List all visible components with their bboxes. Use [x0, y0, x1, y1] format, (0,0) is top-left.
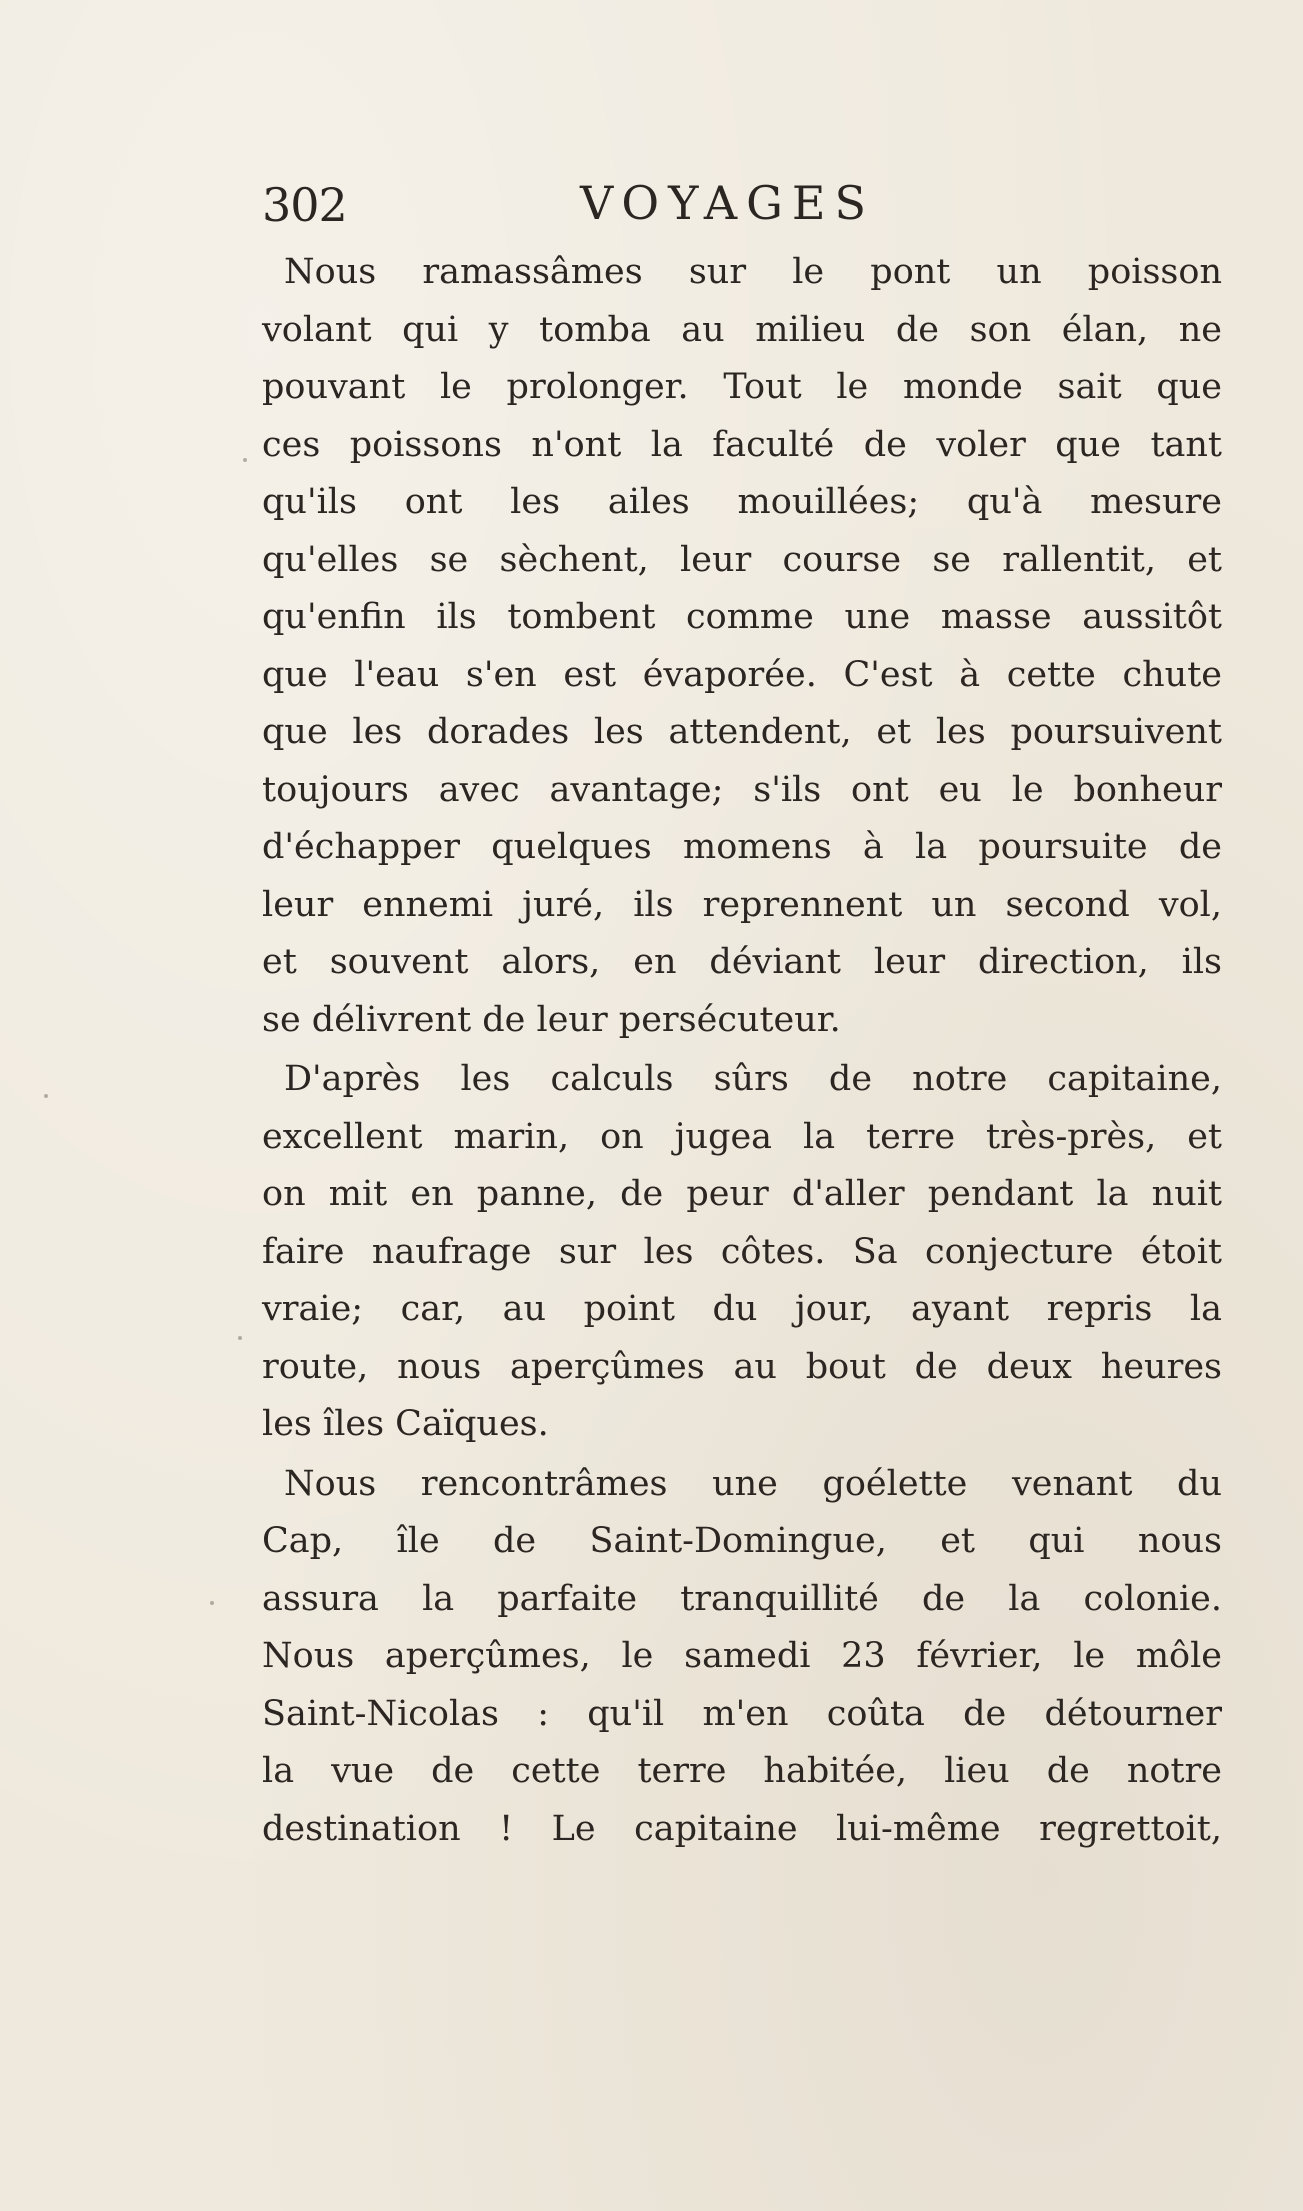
text-line: destination ! Le capitaine lui-même regrettoit,: [262, 1808, 1222, 1849]
text-line: on mit en panne, de peur d'aller pendant la nuit: [262, 1174, 1222, 1214]
body-text: [262, 244, 1222, 1858]
paragraph-3: [262, 1456, 1222, 1859]
text-line: assura la parfaite tranquillité de la colonie.: [262, 1578, 1222, 1619]
text-line: se délivrent de leur persécuteur.: [262, 999, 841, 1040]
text-line: pouvant le prolonger. Tout le monde sait que: [262, 367, 1222, 407]
text-line: d'échapper quelques momens à la poursuite de: [262, 827, 1222, 867]
paper-speck: [238, 1336, 242, 1340]
text-line: que l'eau s'en est évaporée. C'est à cette chute: [262, 654, 1222, 695]
text-line: vraie; car, au point du jour, ayant repris la: [262, 1289, 1222, 1329]
text-line: volant qui y tomba au milieu de son élan, ne: [262, 309, 1222, 350]
text-line: Saint-Nicolas : qu'il m'en coûta de détourner: [262, 1693, 1222, 1734]
paper-speck: [44, 1094, 48, 1098]
text-line: ces poissons n'ont la faculté de voler que tant: [262, 424, 1222, 465]
text-line: Nous ramassâmes sur le pont un poisson: [284, 252, 1222, 292]
text-line: excellent marin, on jugea la terre très-près, et: [262, 1116, 1222, 1157]
text-line: la vue de cette terre habitée, lieu de notre: [262, 1751, 1222, 1791]
text-line: qu'enfin ils tombent comme une masse aussitôt: [262, 597, 1222, 637]
paper-speck: [210, 1601, 214, 1605]
text-line: faire naufrage sur les côtes. Sa conjecture étoit: [262, 1231, 1222, 1272]
page-header: [262, 170, 1222, 240]
text-line: et souvent alors, en déviant leur direction, ils: [262, 942, 1222, 982]
paragraph-2: [262, 1051, 1222, 1454]
text-line: Cap, île de Saint-Domingue, et qui nous: [262, 1521, 1222, 1561]
text-line: que les dorades les attendent, et les poursuivent: [262, 712, 1222, 752]
text-line: route, nous aperçûmes au bout de deux heures: [262, 1346, 1222, 1387]
paper-speck: [243, 458, 247, 462]
text-line: qu'elles se sèchent, leur course se rallentit, et: [262, 539, 1222, 580]
paragraph-1: [262, 244, 1222, 1049]
running-title: VOYAGES: [580, 176, 875, 230]
text-line: toujours avec avantage; s'ils ont eu le bonheur: [262, 769, 1222, 810]
text-line: qu'ils ont les ailes mouillées; qu'à mesure: [262, 482, 1222, 522]
page-number: 302: [262, 178, 347, 232]
text-line: Nous rencontrâmes une goélette venant du: [284, 1463, 1222, 1504]
text-line: D'après les calculs sûrs de notre capitaine,: [284, 1059, 1222, 1099]
text-line: leur ennemi juré, ils reprennent un second vol,: [262, 884, 1222, 925]
text-line: Nous aperçûmes, le samedi 23 février, le môle: [262, 1636, 1222, 1676]
text-line: les îles Caïques.: [262, 1404, 549, 1444]
